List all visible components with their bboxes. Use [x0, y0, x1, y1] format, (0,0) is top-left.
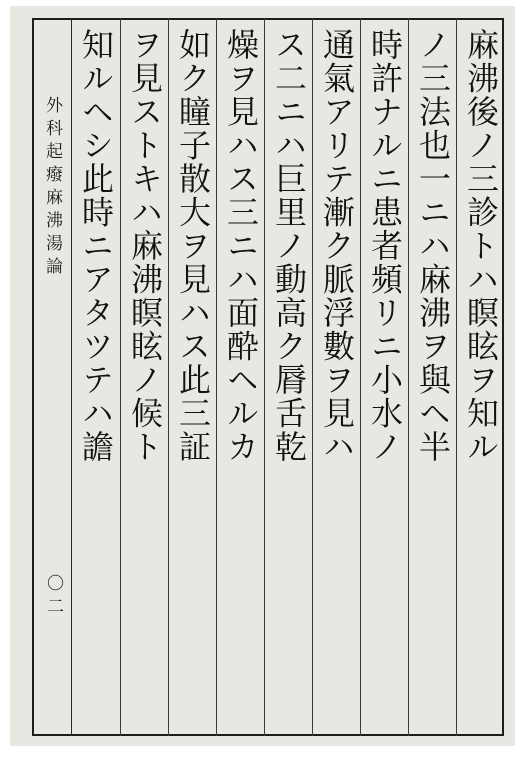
- text-column-8: [120, 18, 168, 736]
- text-column-3: [360, 18, 408, 736]
- text-column-5-text: ス二ニハ巨里ノ動高ク脣舌乾: [270, 28, 308, 464]
- text-column-7-text: 如ク瞳子散大ヲ見ハス此三証: [174, 28, 212, 464]
- margin-title: 外科起癈麻沸湯論: [42, 96, 62, 280]
- text-column-7: [168, 18, 216, 736]
- scanned-page: [10, 6, 515, 746]
- text-column-6-text: 燥ヲ見ハス三ニハ面酔ヘルカ: [222, 28, 260, 464]
- text-column-6: [216, 18, 264, 736]
- text-column-8-text: ヲ見ストキハ麻沸瞑眩ノ候ト: [126, 28, 164, 464]
- text-column-2-text: ノ三法也一ニハ麻沸ヲ與ヘ半: [414, 28, 452, 464]
- vertical-text-body: [72, 18, 504, 736]
- text-column-1: [456, 18, 504, 736]
- page-number: 〇二: [43, 574, 63, 620]
- text-column-4: [312, 18, 360, 736]
- text-column-5: [264, 18, 312, 736]
- text-column-2: [408, 18, 456, 736]
- text-column-3-text: 時許ナルニ患者頻リニ小水ノ: [366, 28, 404, 464]
- text-column-9-text: 知ルヘシ此時ニアタツテハ譫: [77, 28, 115, 464]
- margin-column: [32, 18, 72, 736]
- text-column-1-text: 麻沸後ノ三診トハ瞑眩ヲ知ル: [462, 28, 500, 464]
- text-column-9: [72, 18, 120, 736]
- text-column-4-text: 通氣アリテ漸ク脈浮數ヲ見ハ: [318, 28, 356, 464]
